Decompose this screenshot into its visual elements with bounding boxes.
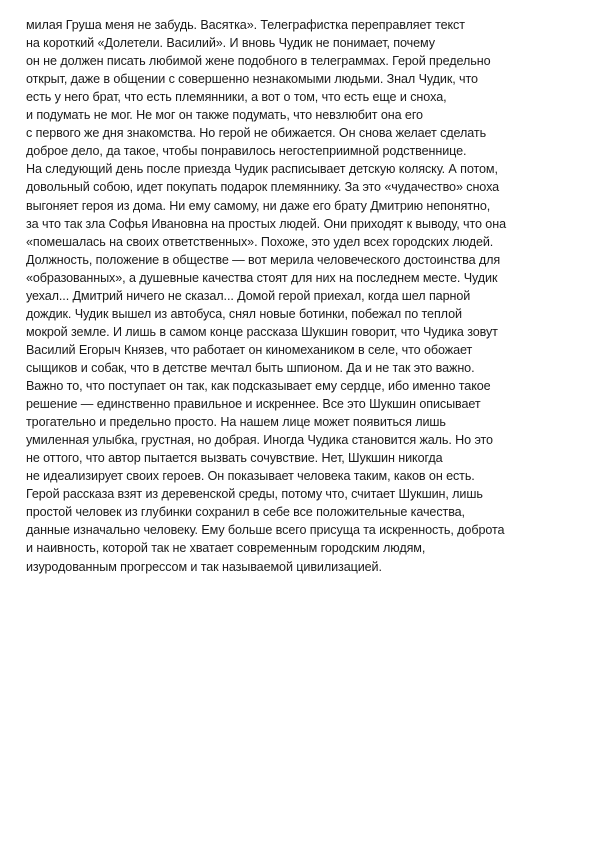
text-line: данные изначально человеку. Ему больше всего присуща та искренность, доброта (26, 523, 505, 538)
text-line: выгоняет героя из дома. Ни ему самому, ни даже его брату Дмитрию непонятно, (26, 198, 491, 213)
text-line: он не должен писать любимой жене подобного в телеграммах. Герой предельно (26, 54, 491, 69)
text-line: есть у него брат, что есть племянники, а вот о том, что есть еще и снoха, (26, 90, 447, 105)
text-line: Герой рассказа взят из деревенской среды, потому что, считает Шукшин, лишь (26, 487, 483, 502)
text-line: Важно то, что поступает он так, как подсказывает ему сердце, ибо именно такое (26, 379, 491, 393)
text-line: решение — единственно правильное и искреннее. Все это Шукшин описывает (26, 397, 481, 412)
text-line: с первого же дня знакомства. Но герой не обижается. Он снова желает сделать (26, 126, 487, 141)
text-line: Должность, положение в обществе — вот мерила человеческого достоинства для (26, 252, 501, 267)
text-line: изуродованным прогрессом и так называемой цивилизацией. (26, 559, 382, 574)
text-line: На следующий день после приезда Чудик расписывает детскую коляску. А потом, (26, 162, 498, 177)
text-line: «помешалась на своих ответственных». Похоже, это удел всех городских людей. (26, 234, 494, 249)
text-line: и наивность, которой так не хватает современным городским людям, (26, 541, 426, 556)
text-line: довольный собою, идет покупать подарок племяннику. За это «чудачество» сноха (26, 180, 500, 195)
text-line: на короткий «Долетели. Василий». И вновь Чудик не понимает, почему (26, 36, 435, 51)
text-line: мокрой земле. И лишь в самом конце рассказа Шукшин говорит, что Чудика зовут (26, 324, 498, 339)
text-line: сыщиков и собак, что в детстве мечтал быть шпионом. Да и не так это важно. (26, 360, 475, 375)
text-line: трогательно и предельно просто. На нашем лице может появиться лишь (26, 415, 446, 430)
text-line: Василий Егорыч Князев, что работает он киномехаником в селе, что обожает (26, 342, 473, 357)
text-line: за что так зла Софья Ивановна на простых людей. Они приходят к выводу, что она (26, 216, 506, 231)
text-line: уехал... Дмитрий ничего не сказал... Домой герой приехал, когда шел парной (26, 288, 471, 303)
text-line: открыт, даже в общении с совершенно незнакомыми людьми. Знал Чудик, что (26, 72, 478, 87)
text-line: умиленная улыбка, грустная, но добрая. Иногда Чудика становится жаль. Но это (26, 433, 493, 448)
text-line: дождик. Чудик вышел из автобуса, снял новые ботинки, побежал по теплой (26, 306, 462, 321)
text-line: и подумать не мог. Не мог он также подумать, что невзлюбит она его (26, 108, 423, 123)
text-line: не оттого, что автор пытается вызвать сочувствие. Нет, Шукшин никогда (26, 451, 443, 466)
text-line: не идеализирует своих героев. Он показывает человека таким, каков он есть. (26, 469, 475, 484)
text-line: «образованных», а душевные качества стоят для них на последнем месте. Чудик (26, 270, 498, 285)
text-line: доброе дело, да такое, чтобы понравилось негостеприимной родственнице. (26, 144, 467, 159)
text-line: милая Груша меня не забудь. Васятка». Телеграфистка переправляет текст (26, 18, 465, 32)
text-line: простой человек из глубинки сохранил в себе все положительные качества, (26, 505, 465, 520)
